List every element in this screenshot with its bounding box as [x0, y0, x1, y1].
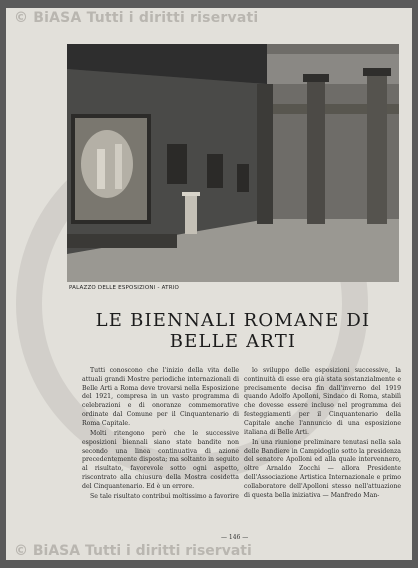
paragraph: lo sviluppo delle esposizioni successive, la continuità di esse era già stata sostanzialmente e precisamente decisa fin dall'inverno del 1919 quando Adolfo Apolloni, Sindaco di Roma, stabilì che dovesse essere incluso nel programma dei festeggiamenti per il Cinquantenario della Capitale anche l'annuncio di una esposizione italiana di Belle Arti.: [244, 367, 401, 436]
atrium-photo-illustration: [67, 44, 399, 282]
paragraph: Molti ritengono però che le successive esposizioni biennali siano state bandite non secondo una linea continuativa di azione precedentemente disposta; ma soltanto in seguito al risultato, favorevole sotto ogni aspetto, riscontrato alla chiusura della Mostra cosidetta del Cinquantenario. Ed è un errore.: [82, 430, 239, 490]
text-column-left: [82, 367, 239, 503]
atrium-photograph: [67, 44, 399, 282]
photo-caption: PALAZZO DELLE ESPOSIZIONI - ATRIO: [69, 285, 180, 291]
article-title: [66, 310, 400, 352]
paragraph: Se tale risultato contribuì moltissimo a favorire: [90, 493, 239, 501]
watermark-bottom: © BiASA Tutti i diritti riservati: [14, 543, 252, 559]
document-page: [6, 8, 412, 560]
watermark-top: © BiASA Tutti i diritti riservati: [14, 10, 259, 26]
title-line-1: LE BIENNALI ROMANE DI: [95, 310, 371, 331]
page-number: — 146 —: [221, 534, 249, 541]
text-column-right: [244, 367, 401, 502]
paragraph: Tutti conoscono che l'inizio della vita delle attuali grandi Mostre periodiche internazionali di Belle Arti a Roma deve trovarsi nella Esposizione del 1921, compresa in un vasto programma di celebrazioni e di onoranze commemorative ordinate dal Comune per il Cinquantenario di Roma Capitale.: [82, 367, 239, 427]
title-line-2: BELLE ARTI: [169, 331, 297, 352]
paragraph: In una riunione preliminare tenutasi nella sala delle Bandiere in Campidoglio sotto la presidenza del senatore Apolloni ed alla quale intervennero, oltre Arnaldo Zocchi — allora Presidente dell'Associazione Artistica Internazionale e primo collaboratore dell'Apolloni stesso nell'attuazione di questa bella iniziativa — Manfredo Man-: [244, 438, 401, 499]
